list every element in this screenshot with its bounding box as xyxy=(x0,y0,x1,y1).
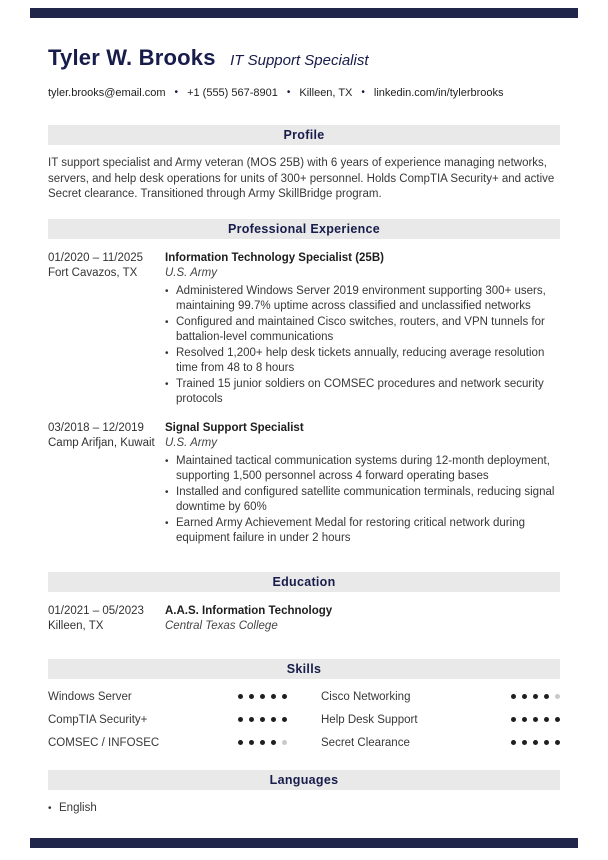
languages-list xyxy=(48,801,560,816)
resume-header xyxy=(48,45,560,101)
skill-name: Cisco Networking xyxy=(321,690,411,703)
rating-dot-filled-icon xyxy=(555,740,560,745)
education-school: Central Texas College xyxy=(165,620,278,632)
separator-dot-icon: • xyxy=(174,87,179,98)
job-bullets xyxy=(165,284,560,407)
rating-dot-filled-icon xyxy=(271,694,276,699)
skills-heading: Skills xyxy=(48,659,560,679)
education-location: Killeen, TX xyxy=(48,620,104,632)
skill-item xyxy=(321,736,560,750)
rating-dot-filled-icon xyxy=(533,717,538,722)
experience-heading: Professional Experience xyxy=(48,219,560,239)
experience-entry xyxy=(48,421,560,546)
job-bullet: • Administered Windows Server 2019 environment supporting 300+ users, maintaining 99.7% uptime across classified and unclassified networks xyxy=(165,284,560,314)
skill-item xyxy=(48,713,287,727)
rating-dot-filled-icon xyxy=(260,717,265,722)
rating-dot-filled-icon xyxy=(271,740,276,745)
entry-right xyxy=(165,251,560,407)
section-skills xyxy=(48,659,560,750)
skill-item xyxy=(48,736,287,750)
skill-name: Secret Clearance xyxy=(321,736,410,749)
rating-dot-filled-icon xyxy=(238,740,243,745)
rating-dot-filled-icon xyxy=(522,740,527,745)
skill-rating xyxy=(511,717,560,722)
rating-dot-filled-icon xyxy=(282,717,287,722)
skill-rating xyxy=(511,740,560,745)
rating-dot-empty-icon xyxy=(282,740,287,745)
rating-dot-filled-icon xyxy=(555,717,560,722)
rating-dot-filled-icon xyxy=(522,717,527,722)
skill-item xyxy=(321,690,560,704)
rating-dot-empty-icon xyxy=(555,694,560,699)
job-location: Camp Arifjan, Kuwait xyxy=(48,437,155,449)
job-bullet: • Installed and configured satellite communication terminals, reducing signal downtime by 60% xyxy=(165,485,560,515)
job-bullet: • Earned Army Achievement Medal for restoring critical network during equipment failure in under 2 hours xyxy=(165,516,560,546)
job-bullet: • Trained 15 junior soldiers on COMSEC procedures and network security protocols xyxy=(165,377,560,407)
candidate-name: Tyler W. Brooks xyxy=(48,45,216,70)
entry-left xyxy=(48,251,165,407)
job-organization: U.S. Army xyxy=(165,437,217,449)
rating-dot-filled-icon xyxy=(238,717,243,722)
rating-dot-filled-icon xyxy=(511,740,516,745)
job-organization: U.S. Army xyxy=(165,267,217,279)
rating-dot-filled-icon xyxy=(260,740,265,745)
education-heading: Education xyxy=(48,572,560,592)
job-bullet: • Resolved 1,200+ help desk tickets annually, reducing average resolution time from 48 to 8 hours xyxy=(165,346,560,376)
rating-dot-filled-icon xyxy=(238,694,243,699)
skill-rating xyxy=(238,740,287,745)
rating-dot-filled-icon xyxy=(249,717,254,722)
separator-dot-icon: • xyxy=(286,87,291,98)
rating-dot-filled-icon xyxy=(544,717,549,722)
skill-item xyxy=(48,690,287,704)
rating-dot-filled-icon xyxy=(533,694,538,699)
job-dates: 01/2020 – 11/2025 xyxy=(48,251,144,264)
contact-item: tyler.brooks@email.com xyxy=(48,87,166,99)
experience-entry xyxy=(48,251,560,407)
rating-dot-filled-icon xyxy=(544,740,549,745)
skill-rating xyxy=(511,694,560,699)
education-entries xyxy=(48,604,560,635)
education-entry xyxy=(48,604,560,635)
education-degree: A.A.S. Information Technology xyxy=(165,604,333,617)
job-title: Signal Support Specialist xyxy=(165,421,304,434)
language-item: • English xyxy=(48,801,560,816)
rating-dot-filled-icon xyxy=(260,694,265,699)
rating-dot-filled-icon xyxy=(544,694,549,699)
name-line xyxy=(48,45,560,74)
skill-item xyxy=(321,713,560,727)
section-education xyxy=(48,572,560,635)
separator-dot-icon: • xyxy=(361,87,365,98)
skill-name: Help Desk Support xyxy=(321,713,418,726)
profile-text: IT support specialist and Army veteran (MOS 25B) with 6 years of experience managing networks, servers, and help desk operations for units of 300+ personnel. Holds CompTIA Security+ and active Secret clearance. Transitioned through Army SkillBridge program. xyxy=(48,157,555,200)
contact-line xyxy=(48,85,560,101)
job-dates: 03/2018 – 12/2019 xyxy=(48,421,144,434)
rating-dot-filled-icon xyxy=(249,694,254,699)
entry-right xyxy=(165,421,560,546)
rating-dot-filled-icon xyxy=(511,717,516,722)
education-dates: 01/2021 – 05/2023 xyxy=(48,604,144,617)
contact-item: Killeen, TX xyxy=(299,87,353,99)
job-bullet: • Maintained tactical communication systems during 12-month deployment, supporting 1,500 personnel across 4 forward operating bases xyxy=(165,454,560,484)
contact-item: linkedin.com/in/tylerbrooks xyxy=(373,87,504,99)
skills-grid xyxy=(48,690,560,750)
skill-name: COMSEC / INFOSEC xyxy=(48,736,160,749)
skill-rating xyxy=(238,694,287,699)
rating-dot-filled-icon xyxy=(249,740,254,745)
job-title: Information Technology Specialist (25B) xyxy=(165,251,384,264)
experience-entries xyxy=(48,251,560,546)
rating-dot-filled-icon xyxy=(511,694,516,699)
job-bullets xyxy=(165,454,560,546)
skill-name: Windows Server xyxy=(48,690,132,703)
entry-right xyxy=(165,604,560,635)
entry-left xyxy=(48,421,165,546)
section-profile xyxy=(48,125,560,203)
section-languages xyxy=(48,770,560,816)
top-accent-bar xyxy=(30,8,578,18)
rating-dot-filled-icon xyxy=(282,694,287,699)
job-bullet: • Configured and maintained Cisco switches, routers, and VPN tunnels for battalion-level communications xyxy=(165,315,560,345)
contact-item: +1 (555) 567-8901 xyxy=(187,87,278,99)
rating-dot-filled-icon xyxy=(522,694,527,699)
skill-name: CompTIA Security+ xyxy=(48,713,148,726)
skill-rating xyxy=(238,717,287,722)
rating-dot-filled-icon xyxy=(271,717,276,722)
profile-heading: Profile xyxy=(48,125,560,145)
languages-heading: Languages xyxy=(48,770,560,790)
candidate-title: IT Support Specialist xyxy=(230,52,369,69)
rating-dot-filled-icon xyxy=(533,740,538,745)
section-experience xyxy=(48,219,560,546)
bottom-accent-bar xyxy=(30,838,578,848)
job-location: Fort Cavazos, TX xyxy=(48,267,138,279)
entry-left xyxy=(48,604,165,635)
